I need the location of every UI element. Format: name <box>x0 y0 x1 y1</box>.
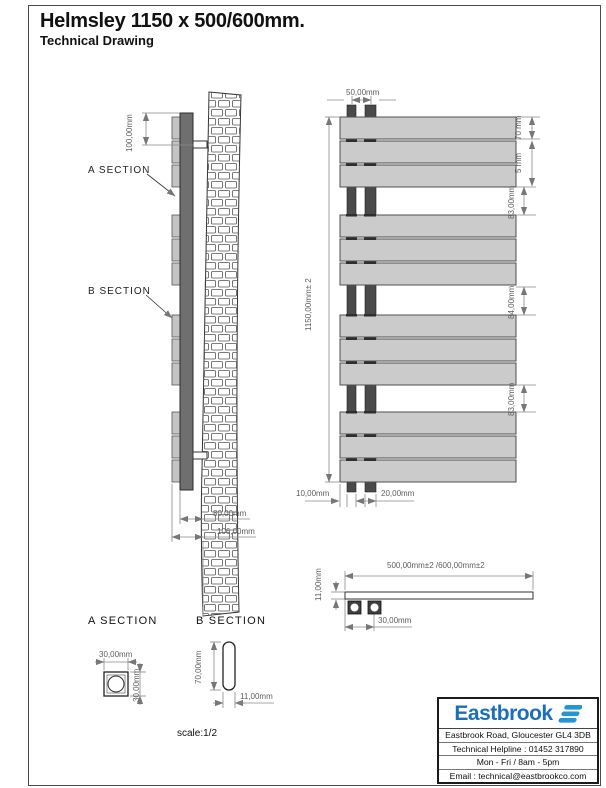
section-a-title: A SECTION <box>88 615 158 627</box>
dim-label-tube-centres-top: 50,00mm <box>346 88 380 97</box>
dim-label-edge-to-tube: 10,00mm <box>296 489 330 498</box>
dim-label-tube-offset: 30,00mm <box>378 616 412 625</box>
dim-label-section-b-width: 11,00mm <box>240 692 273 701</box>
dim-label-tube-centres-bottom: 20,00mm <box>381 489 415 498</box>
dim-label-section-a-width: 30,00mm <box>99 650 133 659</box>
footer-address: Eastbrook Road, Gloucester GL4 3DB <box>439 729 597 743</box>
side-section-b-label: B SECTION <box>88 286 151 297</box>
page-title: Helmsley 1150 x 500/600mm. <box>40 10 305 32</box>
dim-label-panel-height: 70 mm <box>514 115 523 140</box>
side-collector-bar <box>180 113 193 490</box>
dim-label-panel-gap: 5 mm <box>514 153 523 173</box>
page-subtitle: Technical Drawing <box>40 33 154 48</box>
side-view <box>142 92 256 616</box>
dim-label-opening-middle: 84,00mm <box>507 285 516 319</box>
dim-label-opening-bottom: 83,00mm <box>507 382 516 416</box>
brand-logo-row <box>439 699 597 729</box>
footer-hours: Mon - Fri / 8am - 5pm <box>439 756 597 770</box>
dim-label-bracket-offset: 100,00mm <box>125 114 134 152</box>
top-view-tube-sections <box>348 601 381 614</box>
panel-edge-strips <box>172 117 180 482</box>
footer-helpline: Technical Helpline : 01452 317890 <box>439 743 597 757</box>
dim-label-depth-to-wall: 80,00mm <box>213 509 247 518</box>
dim-label-section-b-height: 70,00mm <box>194 650 203 684</box>
top-view-panel-bar <box>345 592 533 599</box>
scale-note: scale:1/2 <box>177 728 218 739</box>
top-view <box>331 571 533 631</box>
title-block <box>437 697 599 784</box>
front-view <box>305 96 540 507</box>
section-b-title: B SECTION <box>196 615 267 627</box>
dim-label-overall-height: 1150,00mm± 2 <box>304 278 313 331</box>
dim-label-panel-thickness: 11,00mm <box>314 568 323 601</box>
dim-label-opening-top: 83,00mm <box>507 185 516 219</box>
brand-wordmark: Eastbrook <box>454 701 553 725</box>
dim-label-overall-width: 500,00mm±2 /600,00mm±2 <box>387 561 485 570</box>
eastbrook-waves-icon <box>558 704 582 724</box>
side-section-a-label: A SECTION <box>88 165 151 176</box>
footer-email: Email : technical@eastbrookco.com <box>449 770 587 781</box>
dim-label-overall-depth: 106,00mm <box>217 527 255 536</box>
dim-label-section-a-height: 30,00mm <box>132 668 141 702</box>
wall-brick-hatch <box>201 92 241 616</box>
